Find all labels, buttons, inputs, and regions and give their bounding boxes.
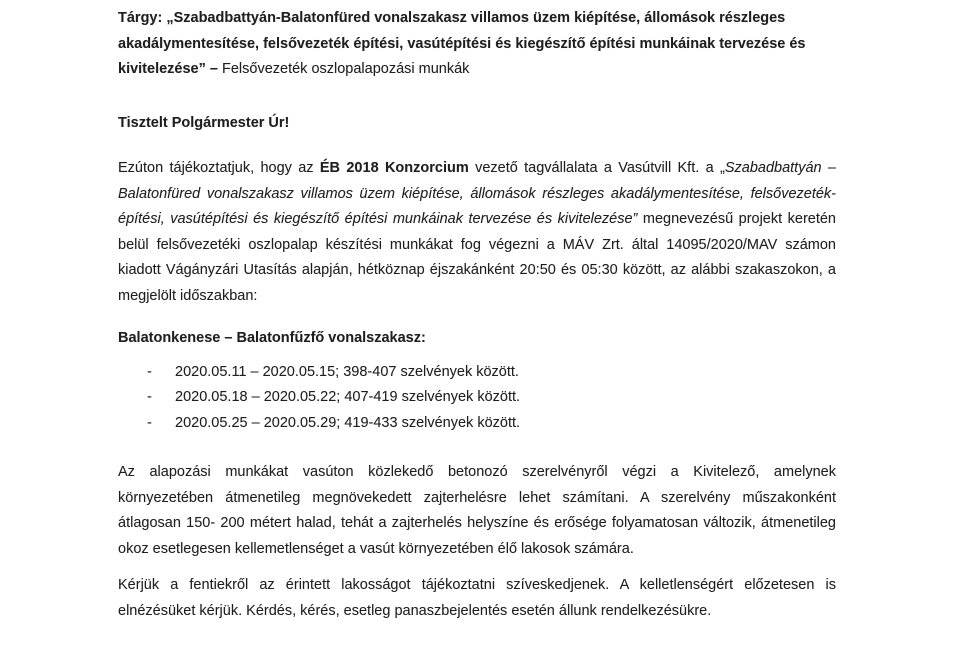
subject-paragraph [118,6,836,83]
list-dash: - [147,414,152,431]
text-line: Kérjük a fentiekről az érintett lakosságot tájékoztatni szíveskedjenek. A kelletlenségért előzetesen is [118,577,836,593]
list-dash: - [147,389,152,405]
text-line: elnézésüket kérjük. Kérdés, kérés, esetleg panaszbejelentés esetén állunk rendelkezésükre. [118,602,712,619]
text-line: környezetében átmenetileg megnövekedett zajterhelésre lehet számítani. A szerelvény műszakonként [118,489,836,506]
text-line: Tárgy: „Szabadbattyán-Balatonfüred vonalszakasz villamos üzem kiépítése, állomások részleges [118,10,786,26]
schedule-item [118,360,836,386]
text-line: kiadott Vágányzári Utasítás alapján, hétköznap éjszakánként 20:50 és 05:30 között, az alábbi szakaszokon, a [118,262,836,278]
noise-impact-paragraph [118,460,836,562]
intro-paragraph [118,156,836,309]
list-dash: - [147,363,152,380]
text-line: Az alapozási munkákat vasúton közlekedő betonozó szerelvényről végzi a Kivitelező, amelynek [118,464,836,480]
schedule-item [118,385,836,411]
text-line: belül felsővezetéki oszlopalap készítési munkákat fog végezni a MÁV Zrt. által 14095/2020/MAV számon [118,236,836,253]
text-line: kivitelezése” – Felsővezeték oszlopalapozási munkák [118,61,470,77]
text-line: Ezúton tájékoztatjuk, hogy az ÉB 2018 Konzorcium vezető tagvállalata a Vasútvill Kft. a „Szabadbattyán – [118,160,836,176]
schedule-item [118,411,836,437]
text-line: építési, vasútépítési és kiegészítő építési munkáinak tervezése és kivitelezése” megnevezésű projekt keretén [118,211,836,227]
schedule-item-text: 2020.05.11 – 2020.05.15; 398-407 szelvények között. [175,363,519,380]
text-line: megjelölt időszakban: [118,287,258,304]
text-line: Balatonfüred vonalszakasz villamos üzem kiépítése, állomások részleges akadálymentesítése, felsővezeték- [118,185,836,202]
schedule-list [118,360,836,437]
section-heading: Balatonkenese – Balatonfűzfő vonalszakasz: [118,330,426,346]
schedule-item-text: 2020.05.18 – 2020.05.22; 407-419 szelvények között. [175,389,521,405]
text-line: okoz esetlegesen kellemetlenséget a vasút környezetében élő lakosok számára. [118,540,634,557]
text-line: átlagosan 150- 200 métert halad, tehát a zajterhelés helyszíne és erősége folyamatosan változik, átmenetileg [118,515,836,531]
schedule-item-text: 2020.05.25 – 2020.05.29; 419-433 szelvények között. [175,414,521,431]
salutation: Tisztelt Polgármester Úr! [118,114,290,131]
text-line: akadálymentesítése, felsővezeték építési, vasútépítési és kiegészítő építési munkáinak tervezése és [118,35,806,52]
closing-paragraph [118,573,836,624]
